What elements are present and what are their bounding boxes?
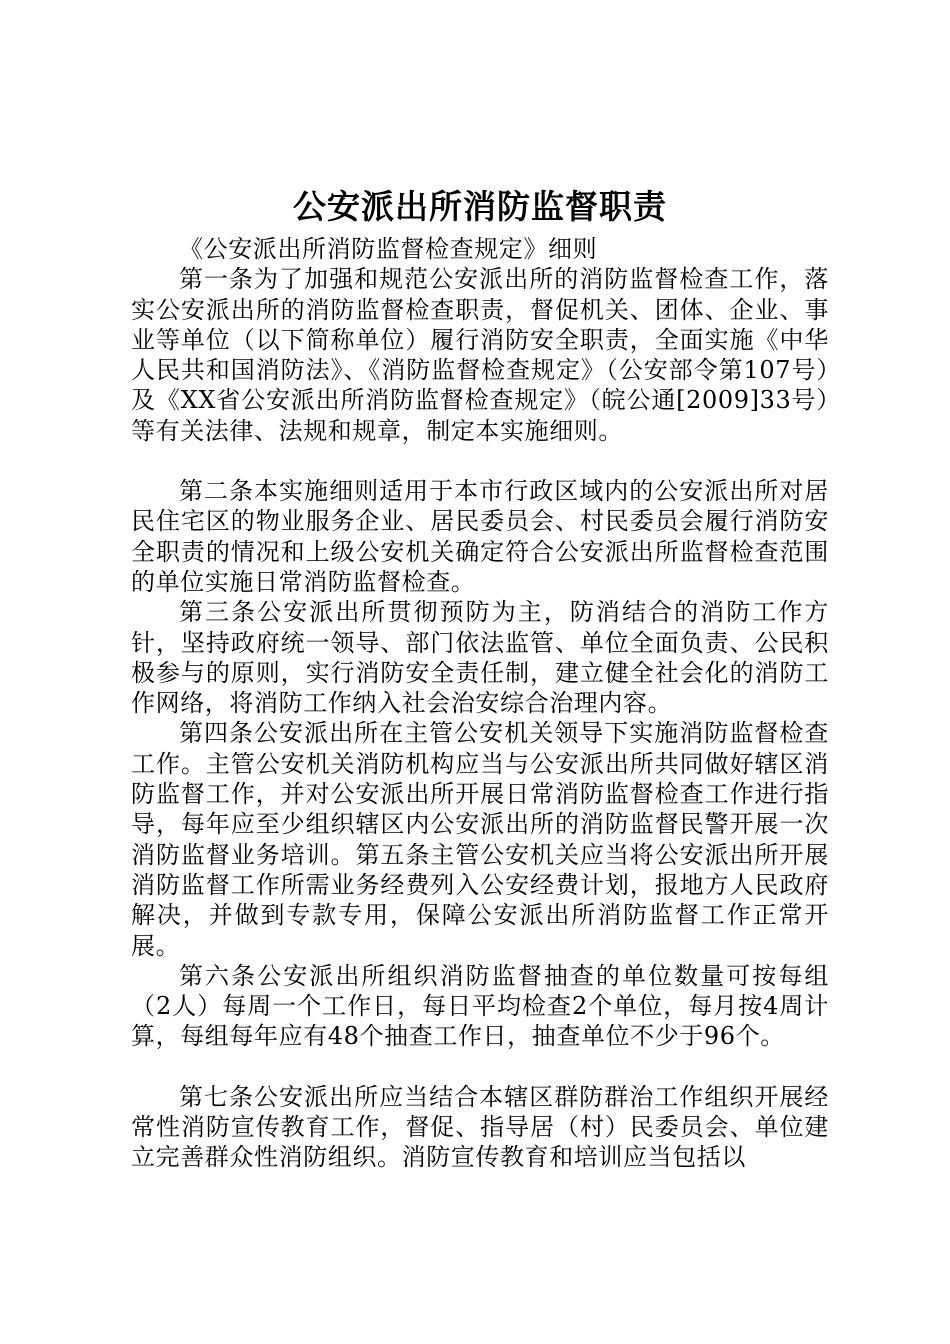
paragraph-spacer bbox=[131, 446, 829, 476]
paragraph-article-3: 第三条公安派出所贯彻预防为主，防消结合的消防工作方针，坚持政府统一领导、部门依法监管、单位全面负责、公民积极参与的原则，实行消防安全责任制，建立健全社会化的消防工作网络，将消防工作纳入社会治安综合治理内容。 bbox=[131, 598, 829, 718]
paragraph-article-6: 第六条公安派出所组织消防监督抽查的单位数量可按每组（2人）每周一个工作日，每日平均检查2个单位，每月按4周计算，每组每年应有48个抽查工作日，抽查单位不少于96个。 bbox=[131, 961, 829, 1051]
paragraph-article-4-5: 第四条公安派出所在主管公安机关领导下实施消防监督检查工作。主管公安机关消防机构应当与公安派出所共同做好辖区消防监督工作，并对公安派出所开展日常消防监督检查工作进行指导，每年应至少组织辖区内公安派出所的消防监督民警开展一次消防监督业务培训。第五条主管公安机关应当将公安派出所开展消防监督工作所需业务经费列入公安经费计划，报地方人民政府解决，并做到专款专用，保障公安派出所消防监督工作正常开展。 bbox=[131, 719, 829, 960]
paragraph-article-1: 第一条为了加强和规范公安派出所的消防监督检查工作，落实公安派出所的消防监督检查职责，督促机关、团体、企业、事业等单位（以下简称单位）履行消防安全职责，全面实施《中华人民共和国消防法》、《消防监督检查规定》（公安部令第107号）及《XX省公安派出所消防监督检查规定》（皖公通[2009]33号）等有关法律、法规和规章，制定本实施细则。 bbox=[131, 265, 829, 445]
paragraph-article-2: 第二条本实施细则适用于本市行政区域内的公安派出所对居民住宅区的物业服务企业、居民委员会、村民委员会履行消防安全职责的情况和上级公安机关确定符合公安派出所监督检查范围的单位实施日常消防监督检查。 bbox=[131, 477, 829, 596]
document-subtitle: 《公安派出所消防监督检查规定》细则 bbox=[179, 235, 598, 263]
document-page bbox=[131, 182, 829, 1173]
paragraph-article-7: 第七条公安派出所应当结合本辖区群防群治工作组织开展经常性消防宣传教育工作，督促、指导居（村）民委员会、单位建立完善群众性消防组织。消防宣传教育和培训应当包括以 bbox=[131, 1082, 829, 1172]
paragraph-spacer bbox=[131, 1052, 829, 1082]
document-title: 公安派出所消防监督职责 bbox=[293, 187, 667, 226]
